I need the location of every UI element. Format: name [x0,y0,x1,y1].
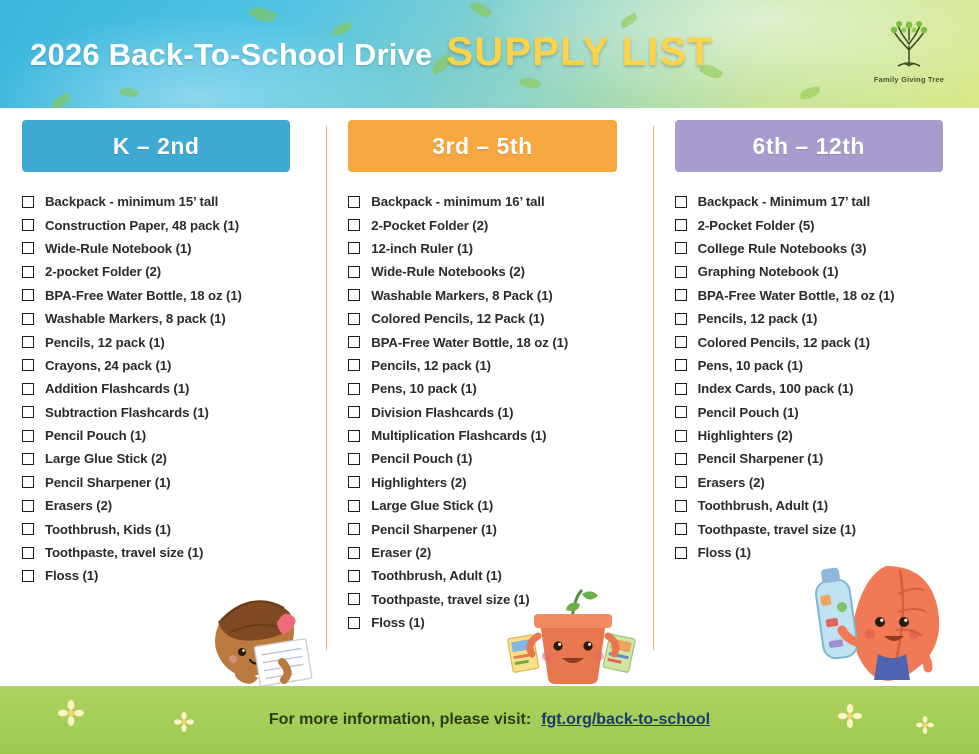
list-item-label: Erasers (2) [697,474,765,490]
list-item-label: Toothbrush, Adult (1) [697,498,829,514]
list-item[interactable] [22,260,312,283]
checkbox[interactable] [348,313,360,325]
checkbox[interactable] [348,196,360,208]
checkbox[interactable] [22,430,34,442]
list-item-label: Wide-Rule Notebook (1) [45,240,192,256]
list-item-label: Wide-Rule Notebooks (2) [371,264,525,280]
grade-header-k-2: K – 2nd [22,120,290,172]
list-item[interactable] [675,307,965,330]
list-item[interactable] [348,447,638,470]
grade-header-6-12: 6th – 12th [675,120,943,172]
checkbox[interactable] [348,500,360,512]
checkbox[interactable] [22,500,34,512]
checkbox[interactable] [22,359,34,371]
list-item-label: Colored Pencils, 12 pack (1) [697,334,870,350]
list-item[interactable] [348,213,638,236]
list-item-label: Toothbrush, Adult (1) [371,568,502,584]
supply-list-k-2 [22,190,312,588]
list-item[interactable] [348,190,638,213]
checkbox[interactable] [348,219,360,231]
list-item[interactable] [22,517,312,540]
checkbox[interactable] [22,336,34,348]
checkbox[interactable] [22,313,34,325]
list-item[interactable] [348,401,638,424]
leaf-decoration [248,3,277,26]
checkbox[interactable] [675,476,687,488]
checkbox[interactable] [675,196,687,208]
list-item-label: Pencil Pouch (1) [697,404,799,420]
checkbox[interactable] [348,453,360,465]
checkbox[interactable] [348,570,360,582]
list-item-label: Colored Pencils, 12 Pack (1) [371,311,545,327]
list-item-label: Pens, 10 pack (1) [697,357,803,373]
checkbox[interactable] [675,406,687,418]
leaf-decoration [119,85,139,99]
list-item-label: Highlighters (2) [697,428,793,444]
checkbox[interactable] [675,266,687,278]
list-item-label: Toothpaste, travel size (1) [371,591,530,607]
list-item[interactable] [22,190,312,213]
list-item-label: Pencils, 12 pack (1) [697,311,818,327]
checkbox[interactable] [22,476,34,488]
leaf-decoration [469,0,493,21]
list-item[interactable] [22,330,312,353]
footer-text: For more information, please visit: [268,711,532,728]
logo-text: Family Giving Tree [873,75,945,84]
family-giving-tree-logo [861,16,957,98]
list-item-label: Backpack - Minimum 17’ tall [697,194,871,210]
list-item[interactable] [22,213,312,236]
checkbox[interactable] [22,266,34,278]
checkbox[interactable] [348,430,360,442]
list-item-label: Pencils, 12 pack (1) [45,334,165,350]
list-item-label: Floss (1) [697,545,751,561]
list-item[interactable] [22,424,312,447]
list-item-label: Washable Markers, 8 Pack (1) [371,287,553,303]
list-item-label: Division Flashcards (1) [371,404,514,420]
list-item-label: Pens, 10 pack (1) [371,381,477,397]
list-item[interactable] [22,354,312,377]
list-item-label: Pencil Sharpener (1) [45,474,171,490]
list-item-label: Eraser (2) [371,545,432,561]
acorn-mascot-illustration [178,560,318,686]
checkbox[interactable] [675,336,687,348]
supply-list-3-5 [348,190,638,634]
list-item[interactable] [675,213,965,236]
list-item-label: Index Cards, 100 pack (1) [697,381,854,397]
list-item[interactable] [675,190,965,213]
list-item[interactable] [348,424,638,447]
checkbox[interactable] [22,219,34,231]
checkbox[interactable] [22,383,34,395]
list-item-label: Subtraction Flashcards (1) [45,404,209,420]
checkbox[interactable] [348,593,360,605]
page-footer [0,686,979,754]
list-item-label: Graphing Notebook (1) [697,264,839,280]
list-item-label: Floss (1) [371,615,425,631]
list-item[interactable] [22,377,312,400]
checkbox[interactable] [22,547,34,559]
checkbox[interactable] [675,547,687,559]
list-item-label: Toothpaste, travel size (1) [45,545,204,561]
checkbox[interactable] [675,430,687,442]
list-item-label: 2-pocket Folder (2) [45,264,162,280]
list-item[interactable] [22,284,312,307]
list-item-label: Pencils, 12 pack (1) [371,357,491,373]
checkbox[interactable] [675,523,687,535]
list-item[interactable] [348,237,638,260]
checkbox[interactable] [348,289,360,301]
list-item-label: BPA-Free Water Bottle, 18 oz (1) [45,287,242,303]
checkbox[interactable] [675,500,687,512]
checkbox[interactable] [348,359,360,371]
checkbox[interactable] [675,289,687,301]
checkbox[interactable] [22,406,34,418]
list-item[interactable] [675,494,965,517]
leaf-decoration [519,75,541,91]
list-item[interactable] [22,447,312,470]
list-item-label: BPA-Free Water Bottle, 18 oz (1) [697,287,895,303]
list-item-label: Floss (1) [45,568,99,584]
list-item-label: Backpack - minimum 15’ tall [45,194,219,210]
checkbox[interactable] [348,547,360,559]
list-item[interactable] [348,260,638,283]
list-item[interactable] [22,307,312,330]
list-item[interactable] [348,307,638,330]
list-item[interactable] [675,284,965,307]
page-header [0,0,979,108]
list-item[interactable] [348,494,638,517]
list-item-label: Pencil Pouch (1) [45,428,146,444]
list-item[interactable] [675,517,965,540]
checkbox[interactable] [675,359,687,371]
checkbox[interactable] [22,570,34,582]
leaf-decoration [49,91,74,108]
checkbox[interactable] [22,289,34,301]
list-item[interactable] [675,447,965,470]
checkbox[interactable] [675,383,687,395]
list-item-label: BPA-Free Water Bottle, 18 oz (1) [371,334,569,350]
list-item[interactable] [675,377,965,400]
list-item-label: Addition Flashcards (1) [45,381,190,397]
supply-list-6-12 [675,190,965,564]
list-item[interactable] [675,237,965,260]
list-item[interactable] [348,284,638,307]
checkbox[interactable] [675,453,687,465]
checkbox[interactable] [675,219,687,231]
list-item-label: Pencil Sharpener (1) [697,451,824,467]
list-item[interactable] [675,354,965,377]
list-item[interactable] [22,401,312,424]
list-item-label: 2-Pocket Folder (5) [697,217,815,233]
list-item[interactable] [348,354,638,377]
checkbox[interactable] [22,523,34,535]
plant-pot-mascot-illustration [500,574,642,686]
checkbox[interactable] [675,313,687,325]
list-item[interactable] [348,541,638,564]
list-item-label: Pencil Sharpener (1) [371,521,497,537]
list-item-label: Backpack - minimum 16’ tall [371,194,545,210]
list-item-label: Erasers (2) [45,498,113,514]
list-item[interactable] [675,330,965,353]
lists-area [0,108,979,686]
checkbox[interactable] [348,406,360,418]
list-item-label: Toothbrush, Kids (1) [45,521,171,537]
footer-link[interactable]: fgt.org/back-to-school [541,711,711,728]
checkbox[interactable] [348,266,360,278]
page-title: 2026 Back-To-School Drive [30,37,433,72]
list-item-label: Multiplication Flashcards (1) [371,428,547,444]
list-item[interactable] [675,260,965,283]
list-item-label: Large Glue Stick (2) [45,451,167,467]
list-item-label: Large Glue Stick (1) [371,498,494,514]
list-item-label: College Rule Notebooks (3) [697,240,867,256]
list-item-label: 12-inch Ruler (1) [371,240,473,256]
leaf-decoration [619,13,639,29]
list-item[interactable] [348,330,638,353]
list-item-label: Construction Paper, 48 pack (1) [45,217,240,233]
list-item-label: Pencil Pouch (1) [371,451,473,467]
checkbox[interactable] [348,617,360,629]
list-item[interactable] [22,494,312,517]
checkbox[interactable] [348,242,360,254]
list-item[interactable] [22,237,312,260]
list-item-label: 2-Pocket Folder (2) [371,217,489,233]
list-item[interactable] [22,471,312,494]
supply-list-title: SUPPLY LIST [446,30,714,74]
leaf-decoration [799,86,820,99]
tree-logo-icon [878,16,940,74]
checkbox[interactable] [348,476,360,488]
checkbox[interactable] [348,383,360,395]
checkbox[interactable] [348,336,360,348]
checkbox[interactable] [22,242,34,254]
list-item-label: Highlighters (2) [371,474,467,490]
checkbox[interactable] [675,242,687,254]
leaf-mascot-illustration [808,550,954,686]
list-item-label: Crayons, 24 pack (1) [45,357,172,373]
list-item[interactable] [675,424,965,447]
list-item[interactable] [348,377,638,400]
list-item[interactable] [675,401,965,424]
checkbox[interactable] [22,453,34,465]
checkbox[interactable] [22,196,34,208]
list-item-label: Washable Markers, 8 pack (1) [45,311,226,327]
checkbox[interactable] [348,523,360,535]
list-item[interactable] [348,517,638,540]
list-item[interactable] [348,471,638,494]
list-item-label: Toothpaste, travel size (1) [697,521,856,537]
grade-header-3-5: 3rd – 5th [348,120,616,172]
list-item[interactable] [675,471,965,494]
